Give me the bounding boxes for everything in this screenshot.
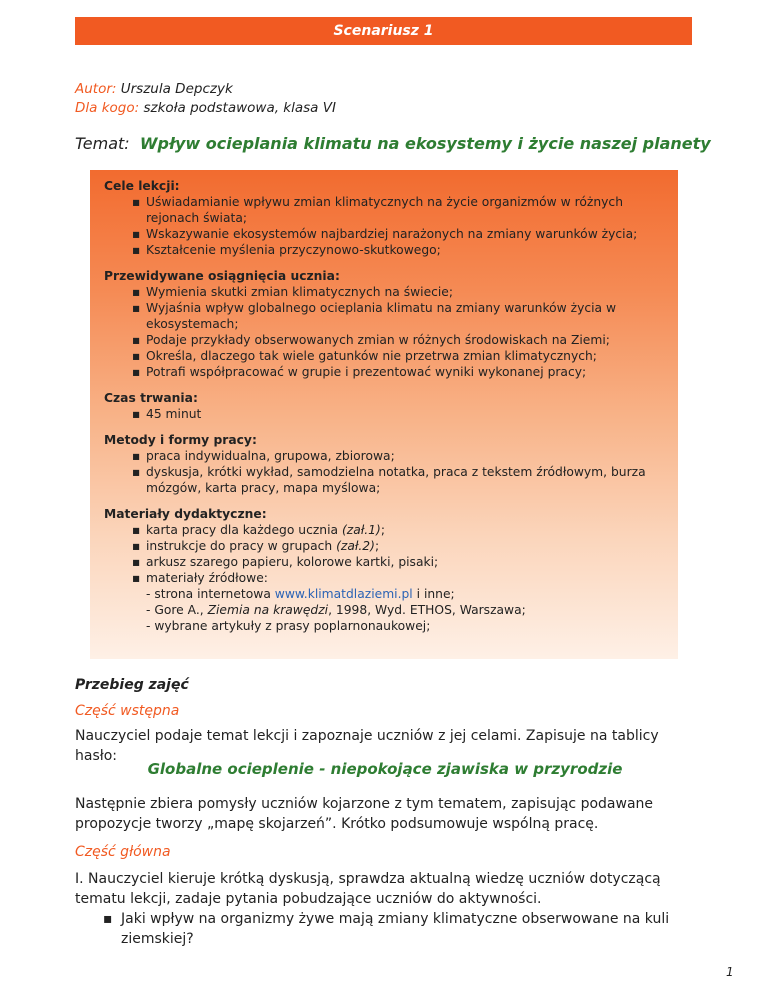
methods-list [104, 448, 664, 496]
list-item: ▪ instrukcje do pracy w grupach (zał.2); [132, 538, 664, 554]
source-line [104, 602, 664, 618]
intro-title: Część wstępna [75, 703, 180, 719]
goals-title: Cele lekcji: [104, 179, 180, 193]
list-item: ▪ Uświadamianie wpływu zmian klimatycznych na życie organizmów w różnych rejonach świata; [132, 194, 664, 226]
material-text: karta pracy dla każdego ucznia [146, 523, 342, 537]
main-questions-list [75, 909, 695, 949]
outcomes-title: Przewidywane osiągnięcia ucznia: [104, 269, 340, 283]
time-list [104, 406, 664, 422]
source-line [104, 586, 664, 602]
main-title: Część główna [75, 844, 171, 860]
source-title: Ziemia na krawędzi [207, 603, 329, 617]
material-text: instrukcje do pracy w grupach [146, 539, 337, 553]
materials-list [104, 522, 664, 586]
material-ref: (zał.2) [336, 539, 375, 553]
list-item: ▪ 45 minut [132, 406, 664, 422]
list-item: ▪ Określa, dlaczego tak wiele gatunków nie przetrwa zmian klimatycznych; [132, 348, 664, 364]
topic-value: Wpływ ocieplania klimatu na ekosystemy i życie naszej planety [139, 134, 711, 153]
author-line [75, 80, 336, 99]
source-text: i inne; [412, 587, 455, 601]
main-section [75, 869, 695, 949]
outcomes-list [104, 284, 664, 380]
goals-list [104, 194, 664, 258]
author-label: Autor: [75, 81, 117, 97]
list-item: ▪ praca indywidualna, grupowa, zbiorowa; [132, 448, 664, 464]
audience-line [75, 99, 336, 118]
time-title: Czas trwania: [104, 391, 198, 405]
topic-line [75, 134, 711, 153]
list-item: ▪ Podaje przykłady obserwowanych zmian w różnych środowiskach na Ziemi; [132, 332, 664, 348]
list-item: ▪ Jaki wpływ na organizmy żywe mają zmiany klimatyczne obserwowane na kuli ziemskiej? [103, 909, 695, 949]
list-item: ▪ Wskazywanie ekosystemów najbardziej narażonych na zmiany warunków życia; [132, 226, 664, 242]
page-number: 1 [726, 965, 734, 979]
source-text: - Gore A., [146, 603, 208, 617]
list-item: ▪ Potrafi współpracować w grupie i prezentować wyniki wykonanej pracy; [132, 364, 664, 380]
list-item: ▪ Wymienia skutki zmian klimatycznych na świecie; [132, 284, 664, 300]
lesson-info-box [90, 170, 678, 659]
source-link[interactable]: www.klimatdlaziemi.pl [274, 587, 413, 601]
methods-title: Metody i formy pracy: [104, 433, 257, 447]
meta-block [75, 80, 336, 118]
list-item: ▪ karta pracy dla każdego ucznia (zał.1); [132, 522, 664, 538]
list-item: ▪ Wyjaśnia wpływ globalnego ocieplania klimatu na zmiany warunków życia w ekosystemach; [132, 300, 664, 332]
intro-text: Nauczyciel podaje temat lekcji i zapoznaje uczniów z jej celami. Zapisuje na tablicy hasło: [75, 728, 659, 764]
topic-label: Temat: [75, 134, 130, 153]
author-value: Urszula Depczyk [120, 81, 233, 97]
list-item: ▪ materiały źródłowe: [132, 570, 664, 586]
material-ref: (zał.1) [341, 523, 381, 537]
list-item: ▪ dyskusja, krótki wykład, samodzielna notatka, praca z tekstem źródłowym, burza mózgów, karta pracy, mapa myślowa; [132, 464, 664, 496]
after-slogan-text: Następnie zbiera pomysły uczniów kojarzone z tym tematem, zapisując podawane propozycje tworzy „mapę skojarzeń”. Krótko podsumowuje wspólną pracę. [75, 796, 654, 832]
course-title: Przebieg zajęć [75, 677, 189, 693]
list-item: ▪ arkusz szarego papieru, kolorowe kartki, pisaki; [132, 554, 664, 570]
audience-value: szkoła podstawowa, klasa VI [143, 100, 336, 116]
source-line: - wybrane artykuły z prasy poplarnonaukowej; [146, 619, 431, 633]
materials-title: Materiały dydaktyczne: [104, 507, 267, 521]
audience-label: Dla kogo: [75, 100, 140, 116]
source-text: - strona internetowa [146, 587, 275, 601]
source-text: , 1998, Wyd. ETHOS, Warszawa; [328, 603, 526, 617]
header-banner: Scenariusz 1 [75, 17, 692, 45]
list-item: ▪ Kształcenie myślenia przyczynowo-skutkowego; [132, 242, 664, 258]
main-text: I. Nauczyciel kieruje krótką dyskusją, sprawdza aktualną wiedzę uczniów dotyczącą tematu lekcji, zadaje pytania pobudzające uczniów do aktywności. [75, 871, 661, 907]
slogan: Globalne ocieplenie - niepokojące zjawiska w przyrodzie [147, 760, 623, 778]
